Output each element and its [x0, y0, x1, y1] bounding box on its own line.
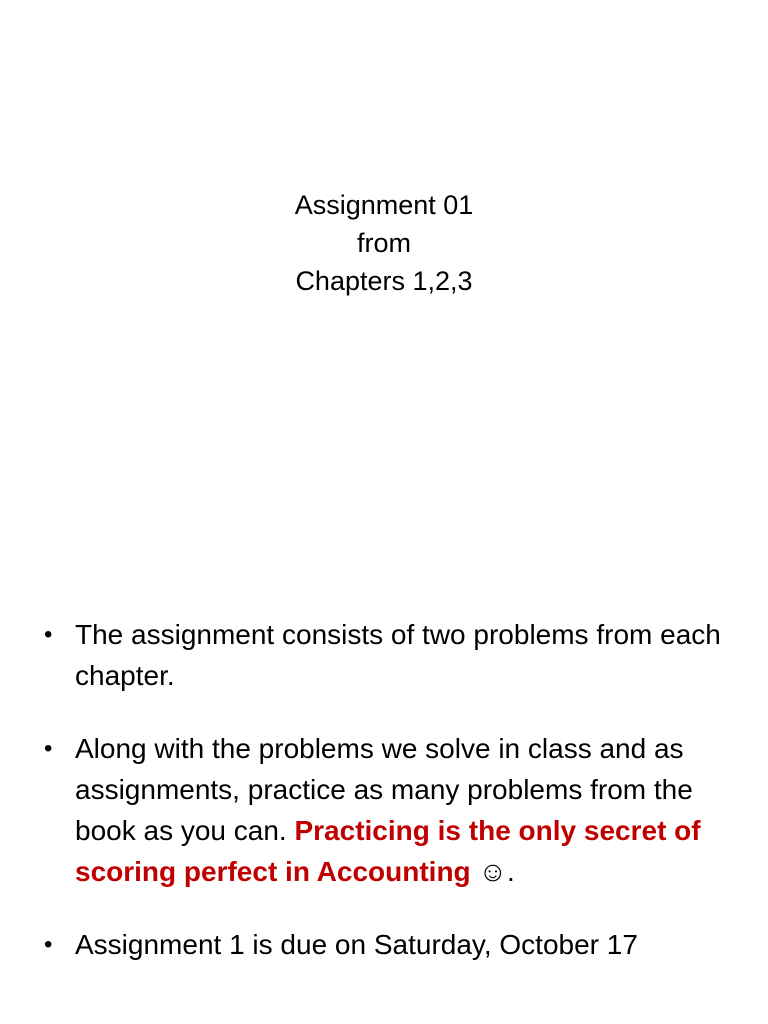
bullet-text-end: . — [507, 856, 515, 887]
bullet-item-practice — [44, 728, 724, 892]
title-line-chapters: Chapters 1,2,3 — [295, 266, 473, 296]
bullet-dot-icon: • — [44, 735, 53, 762]
slide-title — [0, 186, 768, 300]
smiley-icon: ☺ — [478, 856, 508, 887]
bullet-dot-icon: • — [44, 931, 53, 958]
bullet-text: Assignment 1 is due on Saturday, October 17 — [75, 929, 638, 960]
bullet-dot-icon: • — [44, 621, 53, 648]
title-line-from: from — [357, 228, 411, 258]
bullet-text: Along with the problems we solve in class and as assignments, practice as many problems from the book as you can. — [75, 733, 693, 846]
bullet-text: The assignment consists of two problems from each chapter. — [75, 619, 721, 691]
bullet-item-problems — [44, 614, 724, 696]
highlighted-text: Practicing is the only secret of scoring perfect in Accounting — [75, 815, 701, 887]
title-line-assignment: Assignment 01 — [294, 190, 474, 220]
bullet-list — [44, 614, 724, 997]
bullet-item-due-date — [44, 924, 724, 965]
